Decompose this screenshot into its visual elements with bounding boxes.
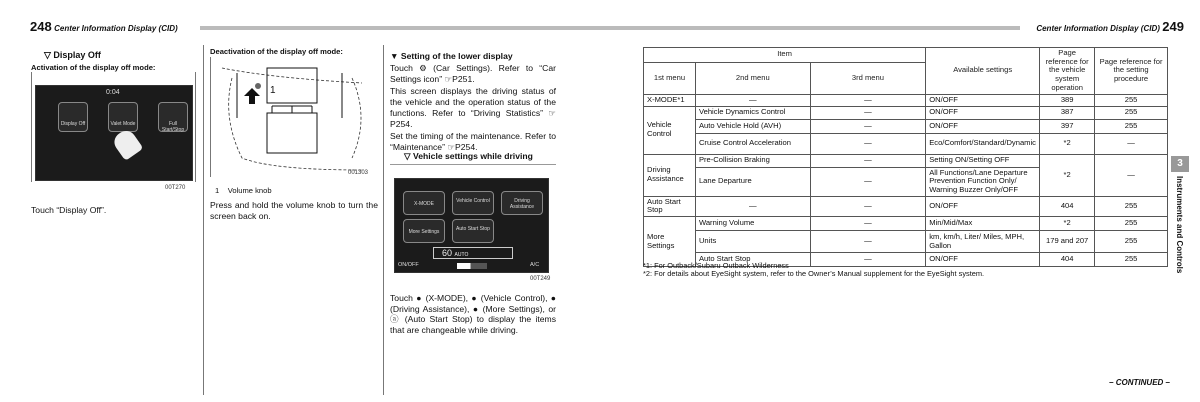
rule bbox=[390, 164, 556, 165]
header-rule bbox=[600, 26, 1020, 30]
fan-level-bar bbox=[457, 263, 487, 269]
vehicle-settings-screenshot bbox=[394, 178, 549, 273]
figure-code: 001303 bbox=[348, 170, 369, 176]
paragraph: Touch ⚙ (Car Settings). Refer to “Car Settings icon” ☞P251. bbox=[390, 63, 556, 84]
table-row: Cruise Control Acceleration — Eco/Comfort/Standard/Dynamic *2 — bbox=[644, 133, 1168, 154]
chapter-tab: 3 bbox=[1171, 156, 1189, 172]
left-header bbox=[30, 19, 182, 35]
valet-mode-button: Valet Mode bbox=[108, 102, 138, 132]
subheading: Activation of the display off mode: bbox=[31, 63, 156, 72]
ac-label: A/C bbox=[530, 262, 540, 268]
subheading: ▽ Vehicle settings while driving bbox=[404, 151, 533, 161]
body-text: Touch ● (X-MODE), ● (Vehicle Control), ● (Driving Assistance), ● (More Settings), or ⓐ (Auto Start Stop) to display the items that are changeable while driving. bbox=[390, 293, 556, 336]
header-rule bbox=[200, 26, 600, 30]
page-title: Center Information Display (CID) bbox=[54, 24, 178, 33]
full-start-stop-button: Full Start/Stop bbox=[158, 102, 188, 132]
callout-number: 1 bbox=[270, 85, 276, 96]
table-row: Auto Vehicle Hold (AVH) — ON/OFF 397 255 bbox=[644, 119, 1168, 133]
table-row: Auto Start Stop — — ON/OFF 404 255 bbox=[644, 196, 1168, 216]
figure-code: 00T270 bbox=[165, 185, 186, 191]
clock: 0:04 bbox=[106, 89, 120, 96]
climate-bar: 60 AUTO bbox=[433, 247, 513, 259]
legend-item: 1 Volume knob bbox=[215, 186, 272, 195]
figure-border bbox=[195, 72, 196, 182]
body-text: Press and hold the volume knob to turn the screen back on. bbox=[210, 200, 378, 221]
settings-table: Item Available settings Page reference for the vehicle system operation Page reference for the setting procedure 1st menu 2nd menu 3rd menu X-MODE*1 — — ON/OFF 389 255 Vehicle Control Vehicle Dynamics Control — ON/OFF 387 255 Auto Vehicle Hold (AVH) — ON/OFF 397 255 Cruise Control Acceleration — Eco/Comfort/Standard/Dynamic *2 — Driving Assistance Pre-Collision Braking — Setting ON/Setting OFF *2 — Lane Departure — All Functions/Lane Departure Prevention Function Only/ Warning Buzzer Only/OFF Auto Start Stop — — ON/OFF 404 255 More Settings Warning Volume — Min/Mid/Max *2 255 Units — km, km/h, Liter/ Miles, MPH, Gallon 179 and 207 255 Auto Start Stop — ON/OFF 404 255 bbox=[643, 47, 1168, 267]
arrow-icon bbox=[244, 88, 260, 104]
continued-label: – CONTINUED – bbox=[1109, 378, 1170, 387]
console-diagram bbox=[212, 58, 372, 176]
header-item: Item bbox=[644, 48, 926, 63]
table-row: Driving Assistance Pre-Collision Braking — Setting ON/Setting OFF *2 — bbox=[644, 154, 1168, 167]
footnote: *2: For details about EyeSight system, refer to the Owner’s Manual supplement for the EyeSight system. bbox=[643, 269, 985, 279]
auto-start-stop-button: Auto Start Stop bbox=[452, 219, 494, 243]
driving-assistance-button: Driving Assistance bbox=[501, 191, 543, 215]
table-row: Lane Departure — All Functions/Lane Departure Prevention Function Only/ Warning Buzzer Only/OFF bbox=[644, 167, 1168, 196]
hand-pointer-icon bbox=[111, 127, 144, 161]
header-page-ref-procedure: Page reference for the setting procedure bbox=[1095, 48, 1168, 95]
figure-code: 00T249 bbox=[530, 276, 551, 282]
table-row: More Settings Warning Volume — Min/Mid/Max *2 255 bbox=[644, 217, 1168, 231]
column-divider bbox=[383, 45, 384, 395]
display-off-button: Display Off bbox=[58, 102, 88, 132]
figure-border bbox=[210, 57, 211, 177]
section-heading: ▽ Display Off bbox=[44, 50, 101, 60]
table-row: Vehicle Control Vehicle Dynamics Control — ON/OFF 387 255 bbox=[644, 106, 1168, 119]
vehicle-control-button: Vehicle Control bbox=[452, 191, 494, 215]
table-row: X-MODE*1 — — ON/OFF 389 255 bbox=[644, 94, 1168, 106]
page-title: Center Information Display (CID) bbox=[1036, 24, 1160, 33]
onoff-label: ON/OFF bbox=[398, 262, 419, 268]
figure-border bbox=[31, 72, 32, 182]
table-row: Units — km, km/h, Liter/ Miles, MPH, Gallon 179 and 207 255 bbox=[644, 231, 1168, 253]
header-available-settings: Available settings bbox=[926, 48, 1040, 95]
display-off-screenshot bbox=[35, 85, 193, 181]
footnote: *1: For Outback/Subaru Outback Wilderness bbox=[643, 261, 789, 270]
section-body bbox=[390, 63, 556, 155]
caption: Touch “Display Off”. bbox=[31, 205, 107, 215]
table-row: Auto Start Stop — ON/OFF 404 255 bbox=[644, 253, 1168, 267]
subheading: Deactivation of the display off mode: bbox=[210, 47, 343, 56]
column-divider bbox=[203, 45, 204, 395]
page-number: 248 bbox=[30, 19, 52, 34]
paragraph: Set the timing of the maintenance. Refer to “Maintenance” ☞P254. bbox=[390, 131, 556, 153]
header-page-ref-operation: Page reference for the vehicle system operation bbox=[1040, 48, 1095, 95]
paragraph: This screen displays the driving status of the vehicle and the operation status of the functions. Refer to “Driving Statistics” ☞P254. bbox=[390, 86, 556, 129]
volume-knob-icon bbox=[255, 83, 261, 89]
section-heading: ▼ Setting of the lower display bbox=[390, 51, 513, 61]
page-number: 249 bbox=[1162, 19, 1184, 34]
x-mode-button: X-MODE bbox=[403, 191, 445, 215]
footnotes bbox=[643, 262, 984, 278]
chapter-label: Instruments and Controls bbox=[1175, 176, 1184, 274]
right-header bbox=[1032, 19, 1184, 35]
more-settings-button: More Settings bbox=[403, 219, 445, 243]
